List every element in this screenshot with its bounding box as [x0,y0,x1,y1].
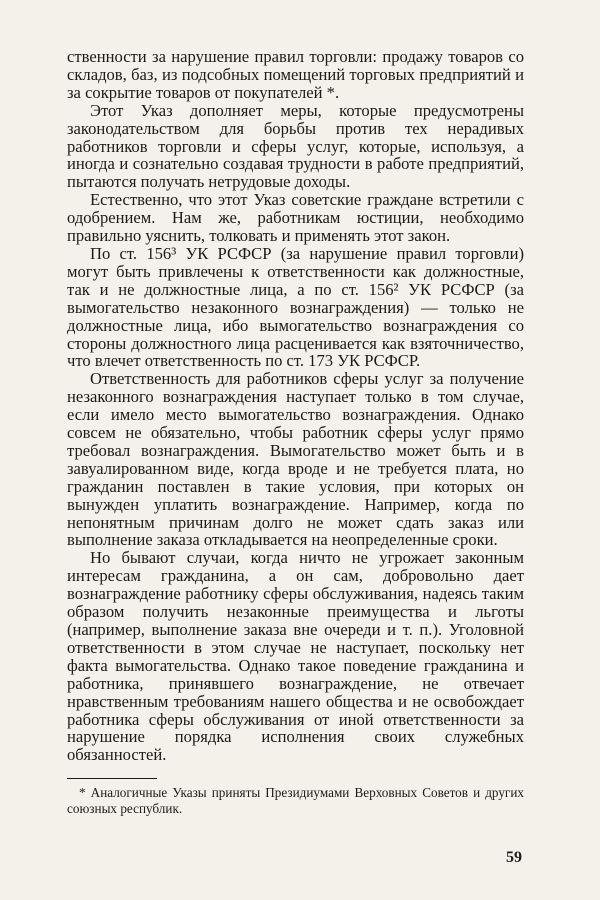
paragraph: По ст. 156³ УК РСФСР (за нарушение правил торговли) могут быть привлечены к ответственности как должностные, так и не должностные лица, а по ст. 156² УК РСФСР (за вымогательство незаконного вознаграждения) — только не должностные лица, ибо вымогательство вознаграждения со стороны должностного лица расценивается как взяточничество, что влечет ответственность по ст. 173 УК РСФСР. [67,243,524,371]
paragraph: Естественно, что этот Указ советские граждане встретили с одобрением. Нам же, работникам юстиции, необходимо правильно уяснить, толковать и применять этот закон. [67,190,524,246]
paragraph: Но бывают случаи, когда ничто не угрожает законным интересам гражданина, а он сам, добровольно дает вознаграждение работнику сферы обслуживания, надеясь таким образом получить незаконные преимущества и льготы (например, выполнение заказа вне очереди и т. п.). Уголовной ответственности в этом случае не наступает, поскольку нет факта вымогательства. Однако такое поведение гражданина и работника, принявшего вознаграждение, не отвечает нравственным требованиям нашего общества и не освобождает работника сферы обслуживания от иной ответственности за нарушение порядка исполнения своих служебных обязанностей. [67,548,524,765]
footnote-separator [67,778,157,779]
body-text [67,48,524,764]
paragraph-continued: ственности за нарушение правил торговли: продажу товаров со складов, баз, из подсобных помещений торговых предприятий и за сокрытие товаров от покупателей *. [67,47,524,102]
footnote-text: * Аналогичные Указы приняты Президиумами Верховных Советов и других союзных республик. [67,785,524,816]
page-number: 59 [506,849,522,866]
paragraph: Ответственность для работников сферы услуг за получение незаконного вознаграждения наступает только в том случае, если имело место вымогательство вознаграждения. Однако совсем не обязательно, чтобы работник сферы услуг прямо требовал вознаграждения. Вымогательство может быть и в завуалированном виде, когда вроде и не требуется плата, но гражданин поставлен в такие условия, при которых он вынужден уплатить вознаграждение. Например, когда по непонятным причинам долго не может сдать заказ или выполнение заказа откладывается на неопределенные сроки. [67,369,524,550]
paragraph: Этот Указ дополняет меры, которые предусмотрены законодательством для борьбы против тех нерадивых работников торговли и сферы услуг, которые, используя, а иногда и сознательно создавая трудности в работе предприятий, пытаются получать нетрудовые доходы. [67,100,524,192]
footnote [67,785,524,816]
